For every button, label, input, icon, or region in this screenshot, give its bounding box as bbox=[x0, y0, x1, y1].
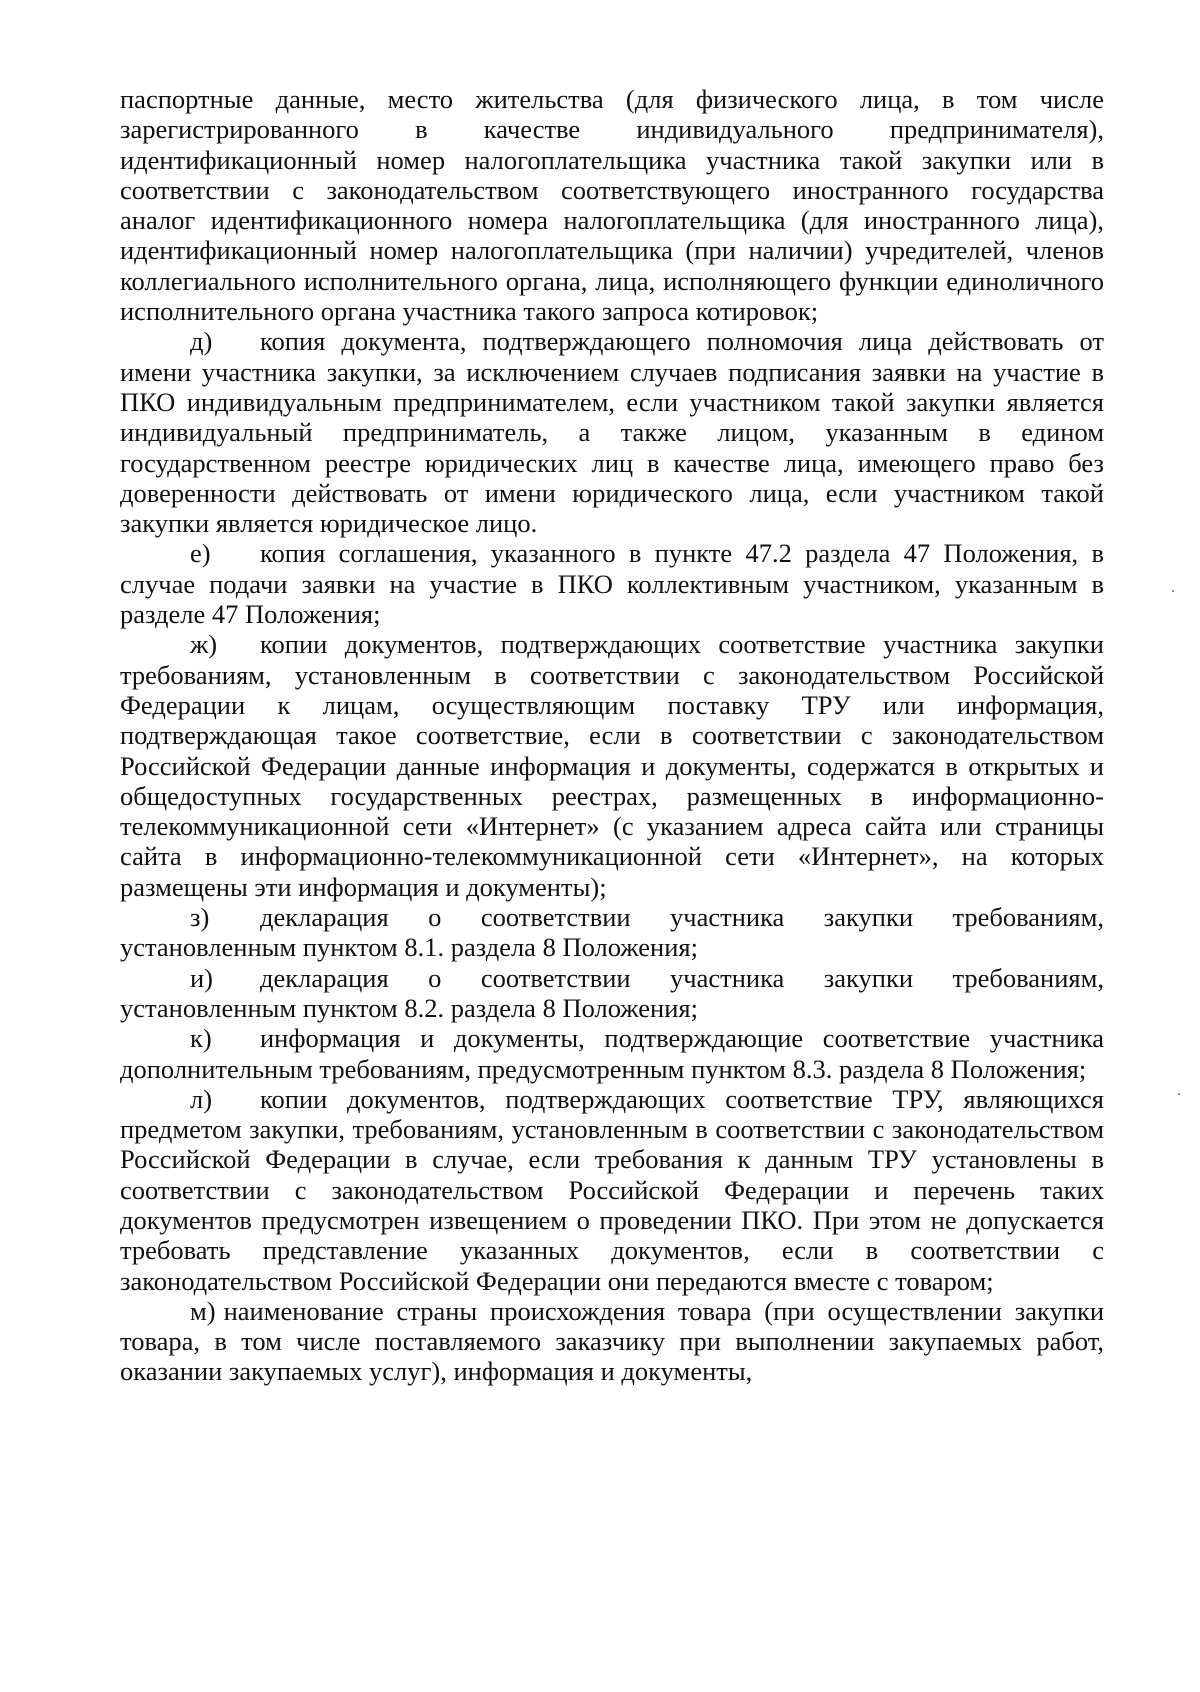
paragraph-item-d bbox=[120, 326, 1104, 538]
paragraph-text: копии документов, подтверждающих соответствие участника закупки требованиям, установленным в соответствии с законодательством Российской Федерации к лицам, осуществляющим поставку ТРУ или информация, подтверждающая такое соответствие, если в соответствии с законодательством Российской Федерации данные информация и документы, содержатся в открытых и общедоступных государственных реестрах, размещенных в информационно-телекоммуникационной сети «Интернет» (с указанием адреса сайта или страницы сайта в информационно-телекоммуникационной сети «Интернет», на которых размещены эти информация и документы); bbox=[120, 629, 1104, 902]
item-marker: ж) bbox=[190, 629, 218, 660]
paragraph-passport-data bbox=[120, 84, 1104, 326]
paragraph-item-zh bbox=[120, 629, 1104, 902]
paragraph-text: декларация о соответствии участника закупки требованиям, установленным пунктом 8.1. раздела 8 Положения; bbox=[120, 902, 1104, 963]
scan-speck bbox=[1178, 1093, 1180, 1095]
item-marker: е) bbox=[190, 538, 211, 569]
paragraph-item-m bbox=[120, 1296, 1104, 1387]
paragraph-item-e bbox=[120, 538, 1104, 629]
paragraph-text: наименование страны происхождения товара (при осуществлении закупки товара, в том числе поставляемого заказчику при выполнении закупаемых работ, оказании закупаемых услуг), информация и документы, bbox=[120, 1295, 1104, 1387]
paragraph-text: паспортные данные, место жительства (для физического лица, в том числе зарегистрированного в качестве индивидуального предпринимателя), идентификационный номер налогоплательщика участника такой закупки или в соответствии с законодательством соответствующего иностранного государства аналог идентификационного номера налогоплательщика (для иностранного лица), идентификационный номер налогоплательщика (при наличии) учредителей, членов коллегиального исполнительного органа, лица, исполняющего функции единоличного исполнительного органа участника такого запроса котировок; bbox=[120, 84, 1104, 327]
paragraph-text: декларация о соответствии участника закупки требованиям, установленным пунктом 8.2. раздела 8 Положения; bbox=[120, 962, 1104, 1023]
item-marker: и) bbox=[190, 962, 214, 993]
paragraph-text: копия соглашения, указанного в пункте 47.2 раздела 47 Положения, в случае подачи заявки на участие в ПКО коллективным участником, указанным в разделе 47 Положения; bbox=[120, 538, 1104, 630]
paragraph-text: копия документа, подтверждающего полномочия лица действовать от имени участника закупки, за исключением случаев подписания заявки на участие в ПКО индивидуальным предпринимателем, если участником такой закупки является индивидуальный предприниматель, а также лицом, указанным в едином государственном реестре юридических лиц в качестве лица, имеющего право без доверенности действовать от имени юридического лица, если участником такой закупки является юридическое лицо. bbox=[120, 326, 1104, 539]
paragraph-text: копии документов, подтверждающих соответствие ТРУ, являющихся предметом закупки, требованиям, установленным в соответствии с законодательством Российской Федерации в случае, если требования к данным ТРУ установлены в соответствии с законодательством Российской Федерации и перечень таких документов предусмотрен извещением о проведении ПКО. При этом не допускается требовать представление указанных документов, если в соответствии с законодательством Российской Федерации они передаются вместе с товаром; bbox=[120, 1083, 1104, 1296]
paragraph-item-z bbox=[120, 902, 1104, 963]
document-page bbox=[120, 84, 1104, 1387]
item-marker: к) bbox=[190, 1023, 212, 1054]
item-marker: з) bbox=[190, 902, 210, 933]
paragraph-item-i bbox=[120, 963, 1104, 1024]
item-marker: л) bbox=[190, 1083, 213, 1114]
item-marker: м) bbox=[190, 1295, 216, 1326]
paragraph-item-k bbox=[120, 1023, 1104, 1084]
paragraph-item-l bbox=[120, 1084, 1104, 1296]
scan-speck bbox=[1172, 590, 1174, 592]
item-marker: д) bbox=[190, 326, 213, 357]
paragraph-text: информация и документы, подтверждающие соответствие участника дополнительным требованиям, предусмотренным пунктом 8.3. раздела 8 Положения; bbox=[120, 1023, 1104, 1084]
